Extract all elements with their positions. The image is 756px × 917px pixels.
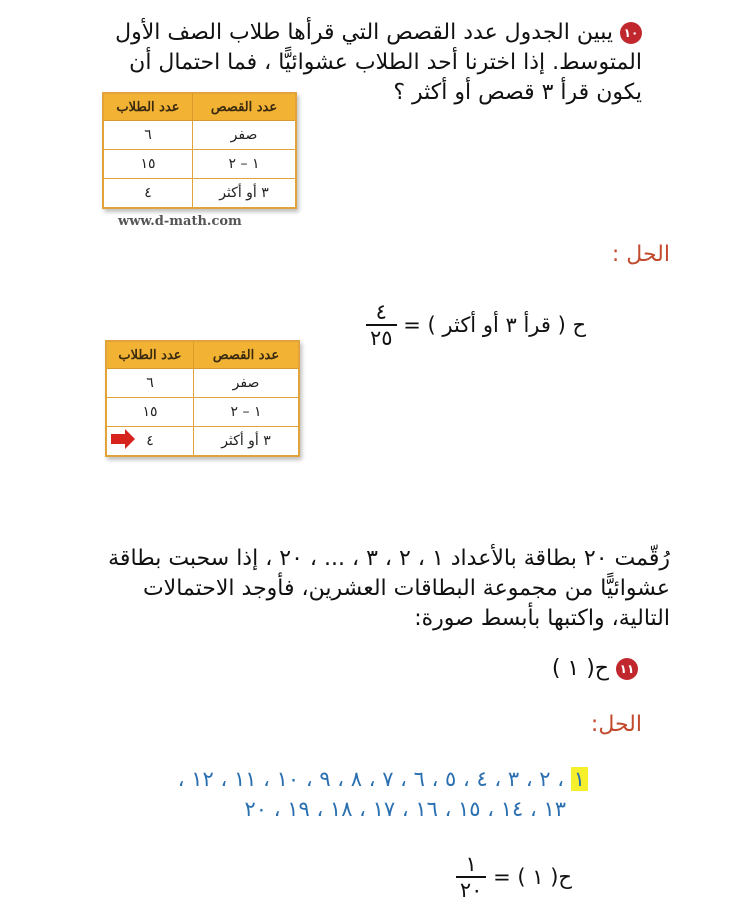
- question-number-badge: ١١: [616, 658, 638, 680]
- watermark: www.d-math.com: [118, 214, 242, 229]
- sample-space-line2: ١٣ ، ١٤ ، ١٥ ، ١٦ ، ١٧ ، ١٨ ، ١٩ ، ٢٠: [244, 797, 566, 821]
- question-10-line2: المتوسط. إذا اخترنا أحد الطلاب عشوائيًّا ، فما احتمال أن: [129, 50, 642, 75]
- table-row: ١ – ٢ ١٥: [103, 150, 296, 179]
- table-row: ١ – ٢ ١٥: [106, 398, 299, 427]
- question-number-badge: ١٠: [620, 22, 642, 44]
- table-row: صفر ٦: [106, 369, 299, 398]
- sample-space-line1: [178, 764, 588, 794]
- question-10-line3: يكون قرأ ٣ قصص أو أكثر ؟: [393, 80, 642, 105]
- header-students: عدد الطلاب: [106, 341, 194, 369]
- solution-heading-1: الحل :: [611, 242, 670, 267]
- stories-table-2: [105, 340, 300, 457]
- header-stories: عدد القصص: [194, 341, 300, 369]
- sample-space: [178, 764, 588, 824]
- header-students: عدد الطلاب: [103, 93, 193, 121]
- table-row: ٣ أو أكثر ٤: [103, 179, 296, 209]
- highlighted-outcome: ١: [571, 767, 588, 791]
- sequence-rest: ، ٢ ، ٣ ، ٤ ، ٥ ، ٦ ، ٧ ، ٨ ، ٩ ، ١٠ ، ١١ ، ١٢ ،: [177, 767, 565, 791]
- fraction-numerator: ١: [456, 852, 487, 878]
- question-11: [552, 656, 638, 681]
- table-row-highlighted: ٣ أو أكثر ٤: [106, 427, 299, 457]
- solution-1-equation: [366, 300, 586, 350]
- fraction-denominator: ٢٥: [370, 326, 393, 350]
- probability-expression: ح ( قرأ ٣ أو أكثر ) =: [403, 313, 586, 337]
- fraction: [456, 852, 487, 902]
- table-row: صفر ٦: [103, 121, 296, 150]
- solution-heading-2: الحل:: [590, 712, 642, 737]
- table-header-row: [106, 341, 299, 369]
- probability-expression: ح( ١ ) =: [493, 865, 572, 889]
- question-11-expression: ح( ١ ): [551, 656, 609, 681]
- cards-intro: [70, 544, 670, 634]
- stories-table-1: [102, 92, 297, 209]
- intro-line1: رُقّمت ٢٠ بطاقة بالأعداد ١ ، ٢ ، ٣ ، ... ، ٢٠ ، إذا سحبت بطاقة: [108, 546, 670, 571]
- table-header-row: [103, 93, 296, 121]
- solution-2-equation: [456, 852, 572, 902]
- fraction-denominator: ٢٠: [459, 878, 483, 902]
- fraction: [366, 300, 397, 350]
- intro-line2: عشوائيًّا من مجموعة البطاقات العشرين، فأوجد الاحتمالات: [142, 576, 670, 601]
- question-10-line1: يبين الجدول عدد القصص التي قرأها طلاب الصف الأول: [115, 20, 613, 45]
- red-arrow-icon: [111, 434, 125, 444]
- header-stories: عدد القصص: [193, 93, 297, 121]
- intro-line3: التالية، واكتبها بأبسط صورة:: [414, 606, 670, 631]
- fraction-numerator: ٤: [366, 300, 397, 326]
